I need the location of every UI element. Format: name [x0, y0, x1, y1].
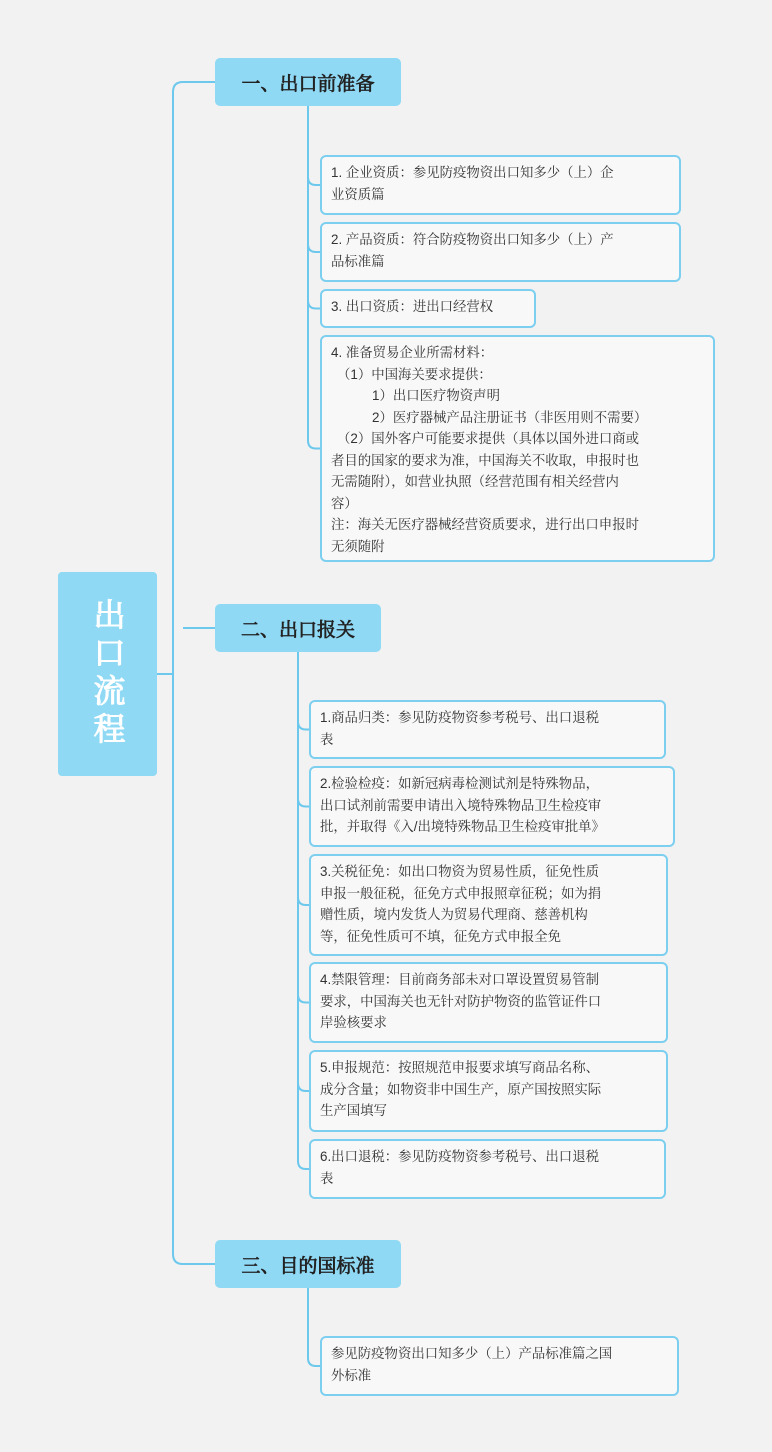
leaf-connector — [308, 1358, 320, 1366]
leaf-text-line: 者目的国家的要求为准，中国海关不收取，申报时也 — [331, 452, 639, 468]
trunk-connector — [173, 82, 183, 1264]
leaf-text-line: 无需随附），如营业执照（经营范围有相关经营内 — [331, 474, 619, 489]
leaf-text-line: （1）中国海关要求提供： — [337, 366, 492, 382]
leaf-text-line: （2）国外客户可能要求提供（具体以国外进口商或 — [337, 431, 640, 446]
leaf-text-line: 要求，中国海关也无针对防护物资的监管证件口 — [320, 993, 602, 1009]
leaf-text-line: 赠性质，境内发货人为贸易代理商、慈善机构 — [320, 907, 588, 922]
leaf-text-line: 2. 产品资质：符合防疫物资出口知多少（上）产 — [331, 232, 614, 247]
leaf-text-line: 业资质篇 — [331, 186, 385, 202]
leaf-text-line: 4.禁限管理：目前商务部未对口罩设置贸易管制 — [320, 972, 599, 987]
leaf-text-line: 申报一般征税，征免方式申报照章征税；如为捐 — [320, 885, 602, 901]
leaf-text-line: 生产国填写 — [320, 1103, 387, 1118]
leaf-text-line: 出口试剂前需要申请出入境特殊物品卫生检疫审 — [320, 797, 602, 813]
root-title: 出口流程 — [89, 598, 126, 750]
branch-title: 一、出口前准备 — [241, 73, 375, 95]
branch-node-1 — [215, 58, 401, 106]
leaf-text-line: 1.商品归类：参见防疫物资参考税号、出口退税 — [320, 710, 599, 725]
leaf-connector — [308, 301, 320, 309]
branch-node-3 — [215, 1240, 401, 1288]
leaf-node — [320, 1336, 679, 1396]
leaf-text-line: 外标准 — [331, 1367, 372, 1383]
leaf-text-line: 6.出口退税：参见防疫物资参考税号、出口退税 — [320, 1149, 599, 1164]
leaf-connector — [298, 1161, 309, 1169]
leaf-node — [309, 854, 668, 956]
leaf-node — [320, 335, 715, 562]
leaf-connector — [308, 177, 320, 185]
leaf-text-line: 成分含量；如物资非中国生产，原产国按照实际 — [320, 1081, 602, 1097]
leaf-node — [320, 222, 681, 282]
leaf-text-line: 等，征免性质可不填，征免方式申报全免 — [320, 928, 562, 944]
leaf-connector — [308, 244, 320, 252]
leaf-node — [320, 289, 536, 328]
leaf-connector — [308, 441, 320, 449]
leaf-text-line: 批，并取得《入/出境特殊物品卫生检疫审批单》 — [320, 819, 605, 834]
leaf-node — [320, 155, 681, 215]
root-node — [58, 572, 157, 776]
leaf-text-line: 注：海关无医疗器械经营资质要求，进行出口申报时 — [331, 517, 639, 532]
leaf-text-line: 表 — [320, 1170, 334, 1186]
leaf-text-line: 无须随附 — [331, 538, 385, 554]
leaf-node — [309, 1050, 668, 1132]
leaf-connector — [298, 897, 309, 905]
leaf-node — [309, 962, 668, 1043]
leaf-connector — [298, 1083, 309, 1091]
leaf-node — [309, 1139, 666, 1199]
leaf-node — [309, 766, 675, 847]
leaf-text-line: 表 — [320, 731, 334, 747]
leaf-text-line: 2.检验检疫：如新冠病毒检测试剂是特殊物品， — [320, 776, 599, 791]
branch-title: 二、出口报关 — [240, 619, 355, 641]
leaf-text-line: 容） — [331, 495, 358, 511]
leaf-text-line: 1）出口医疗物资声明 — [372, 388, 500, 403]
leaf-connector — [298, 799, 309, 807]
leaf-text-line: 5.申报规范：按照规范申报要求填写商品名称、 — [320, 1060, 599, 1075]
leaf-text-line: 3.关税征免：如出口物资为贸易性质，征免性质 — [320, 864, 599, 879]
leaf-text-line: 1. 企业资质：参见防疫物资出口知多少（上）企 — [331, 165, 614, 180]
branch-node-2 — [215, 604, 381, 652]
leaf-text-line: 4. 准备贸易企业所需材料： — [331, 345, 494, 360]
leaf-text-line: 岸验核要求 — [320, 1015, 387, 1030]
branch-title: 三、目的国标准 — [241, 1255, 375, 1277]
leaf-text-line: 品标准篇 — [331, 253, 385, 269]
leaf-connector — [298, 722, 309, 730]
leaf-node — [309, 700, 666, 759]
leaf-text-line: 2）医疗器械产品注册证书（非医用则不需要） — [372, 409, 648, 425]
leaf-text-line: 3. 出口资质：进出口经营权 — [331, 299, 494, 314]
leaf-connector — [298, 995, 309, 1003]
leaf-text-line: 参见防疫物资出口知多少（上）产品标准篇之国 — [331, 1346, 613, 1361]
